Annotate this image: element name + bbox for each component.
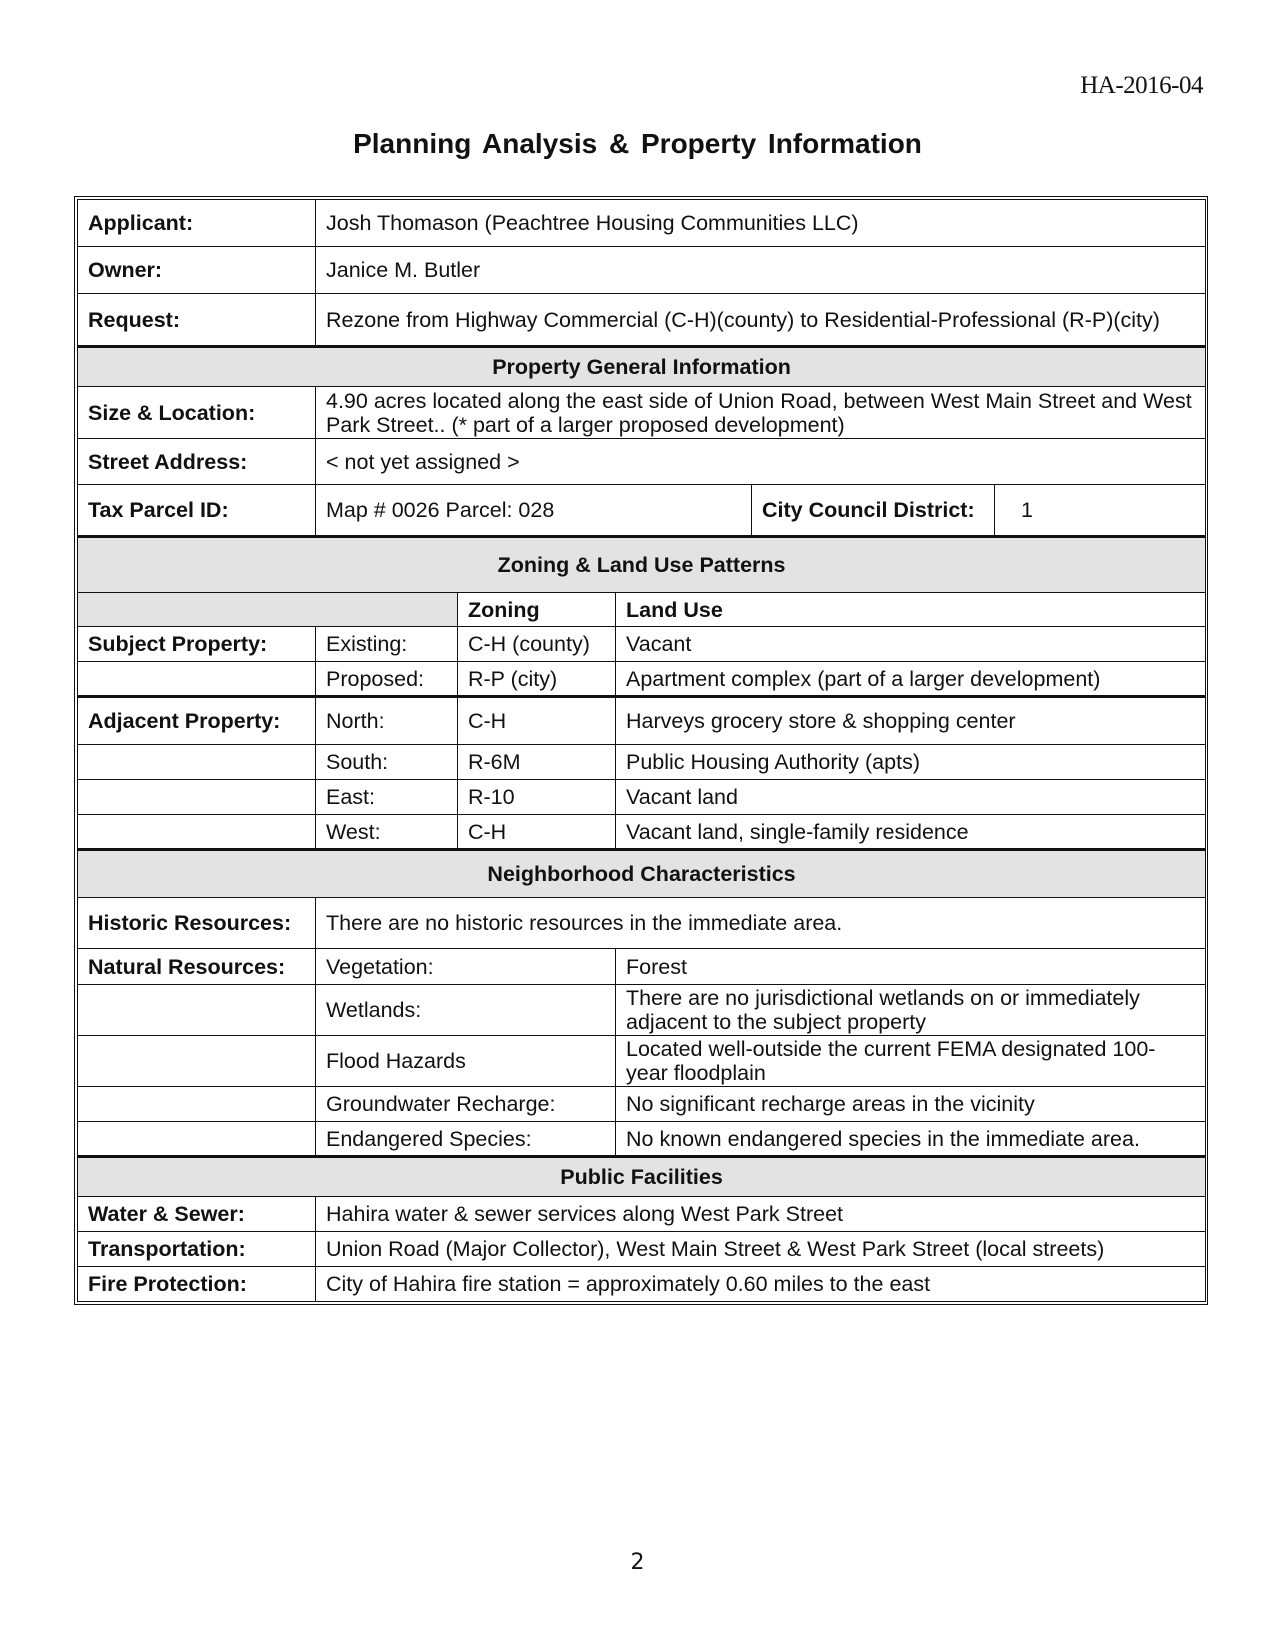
request-label: Request:	[78, 294, 316, 347]
section-heading-zoning: Zoning & Land Use Patterns	[78, 537, 1206, 593]
subject-row-existing	[78, 627, 1206, 662]
zoning-header-row	[78, 593, 1206, 627]
subject-direction: Existing:	[316, 627, 458, 662]
facility-value: Union Road (Major Collector), West Main Street & West Park Street (local streets)	[316, 1232, 1206, 1267]
street-address-row	[78, 439, 1206, 485]
adjacent-row-north	[78, 697, 1206, 745]
adjacent-direction: South:	[316, 745, 458, 780]
applicant-value: Josh Thomason (Peachtree Housing Communities LLC)	[316, 200, 1206, 247]
natural-label-blank	[78, 1036, 316, 1087]
natural-row-endangered	[78, 1122, 1206, 1157]
applicant-row	[78, 200, 1206, 247]
natural-item: Vegetation:	[316, 949, 616, 985]
natural-label-blank	[78, 1087, 316, 1122]
section-heading-neighborhood: Neighborhood Characteristics	[78, 850, 1206, 898]
section-neighborhood	[78, 850, 1206, 898]
natural-value: There are no jurisdictional wetlands on or immediately adjacent to the subject property	[616, 985, 1206, 1036]
adjacent-property-label: Adjacent Property:	[78, 697, 316, 745]
page-title: Planning Analysis & Property Information	[353, 128, 922, 159]
facility-row-fire	[78, 1267, 1206, 1302]
facility-label: Transportation:	[78, 1232, 316, 1267]
historic-value: There are no historic resources in the immediate area.	[316, 898, 1206, 949]
adjacent-label-blank	[78, 780, 316, 815]
natural-label-blank	[78, 1122, 316, 1157]
natural-value: No significant recharge areas in the vicinity	[616, 1087, 1206, 1122]
adjacent-row-east	[78, 780, 1206, 815]
facility-row-transportation	[78, 1232, 1206, 1267]
subject-label-blank	[78, 662, 316, 697]
facility-value: Hahira water & sewer services along West Park Street	[316, 1197, 1206, 1232]
adjacent-land-use: Harveys grocery store & shopping center	[616, 697, 1206, 745]
street-address-value: < not yet assigned >	[316, 439, 1206, 485]
adjacent-direction: North:	[316, 697, 458, 745]
natural-item: Wetlands:	[316, 985, 616, 1036]
section-heading-general: Property General Information	[78, 347, 1206, 387]
street-address-label: Street Address:	[78, 439, 316, 485]
tax-parcel-row	[78, 485, 1206, 537]
owner-label: Owner:	[78, 247, 316, 294]
natural-value: No known endangered species in the immediate area.	[616, 1122, 1206, 1157]
natural-row-wetlands	[78, 985, 1206, 1036]
natural-item: Flood Hazards	[316, 1036, 616, 1087]
subject-land-use: Vacant	[616, 627, 1206, 662]
historic-label: Historic Resources:	[78, 898, 316, 949]
council-district-value: 1	[995, 485, 1206, 537]
adjacent-zoning: R-10	[458, 780, 616, 815]
natural-item: Groundwater Recharge:	[316, 1087, 616, 1122]
zoning-column-header: Zoning	[458, 593, 616, 627]
natural-resources-label: Natural Resources:	[78, 949, 316, 985]
owner-value: Janice M. Butler	[316, 247, 1206, 294]
natural-row-vegetation	[78, 949, 1206, 985]
tax-parcel-label: Tax Parcel ID:	[78, 485, 316, 537]
facility-label: Fire Protection:	[78, 1267, 316, 1302]
section-general	[78, 347, 1206, 387]
natural-item: Endangered Species:	[316, 1122, 616, 1157]
natural-row-groundwater	[78, 1087, 1206, 1122]
facility-row-water	[78, 1197, 1206, 1232]
size-location-label: Size & Location:	[78, 387, 316, 439]
section-facilities	[78, 1157, 1206, 1197]
request-row	[78, 294, 1206, 347]
size-location-value: 4.90 acres located along the east side of Union Road, between West Main Street and West Park Street.. (* part of a larger proposed development)	[316, 387, 1206, 439]
adjacent-zoning: R-6M	[458, 745, 616, 780]
adjacent-land-use: Vacant land	[616, 780, 1206, 815]
adjacent-label-blank	[78, 815, 316, 850]
section-zoning	[78, 537, 1206, 593]
property-info-table	[74, 196, 1208, 1305]
natural-value: Forest	[616, 949, 1206, 985]
adjacent-row-south	[78, 745, 1206, 780]
size-location-row	[78, 387, 1206, 439]
landuse-column-header: Land Use	[616, 593, 1206, 627]
adjacent-zoning: C-H	[458, 815, 616, 850]
adjacent-row-west	[78, 815, 1206, 850]
page-number: 2	[630, 1550, 645, 1575]
subject-property-label: Subject Property:	[78, 627, 316, 662]
natural-value: Located well-outside the current FEMA designated 100-year floodplain	[616, 1036, 1206, 1087]
natural-row-flood	[78, 1036, 1206, 1087]
adjacent-land-use: Vacant land, single-family residence	[616, 815, 1206, 850]
adjacent-label-blank	[78, 745, 316, 780]
facility-label: Water & Sewer:	[78, 1197, 316, 1232]
adjacent-land-use: Public Housing Authority (apts)	[616, 745, 1206, 780]
subject-zoning: R-P (city)	[458, 662, 616, 697]
historic-row	[78, 898, 1206, 949]
adjacent-direction: West:	[316, 815, 458, 850]
tax-parcel-value: Map # 0026 Parcel: 028	[316, 485, 752, 537]
subject-direction: Proposed:	[316, 662, 458, 697]
applicant-label: Applicant:	[78, 200, 316, 247]
council-district-label: City Council District:	[752, 485, 995, 537]
subject-land-use: Apartment complex (part of a larger development)	[616, 662, 1206, 697]
zoning-header-blank	[78, 593, 458, 627]
request-value: Rezone from Highway Commercial (C-H)(county) to Residential-Professional (R-P)(city)	[316, 294, 1206, 347]
adjacent-direction: East:	[316, 780, 458, 815]
natural-label-blank	[78, 985, 316, 1036]
subject-zoning: C-H (county)	[458, 627, 616, 662]
facility-value: City of Hahira fire station = approximately 0.60 miles to the east	[316, 1267, 1206, 1302]
adjacent-zoning: C-H	[458, 697, 616, 745]
owner-row	[78, 247, 1206, 294]
subject-row-proposed	[78, 662, 1206, 697]
section-heading-facilities: Public Facilities	[78, 1157, 1206, 1197]
case-number: HA-2016-04	[1080, 72, 1203, 99]
